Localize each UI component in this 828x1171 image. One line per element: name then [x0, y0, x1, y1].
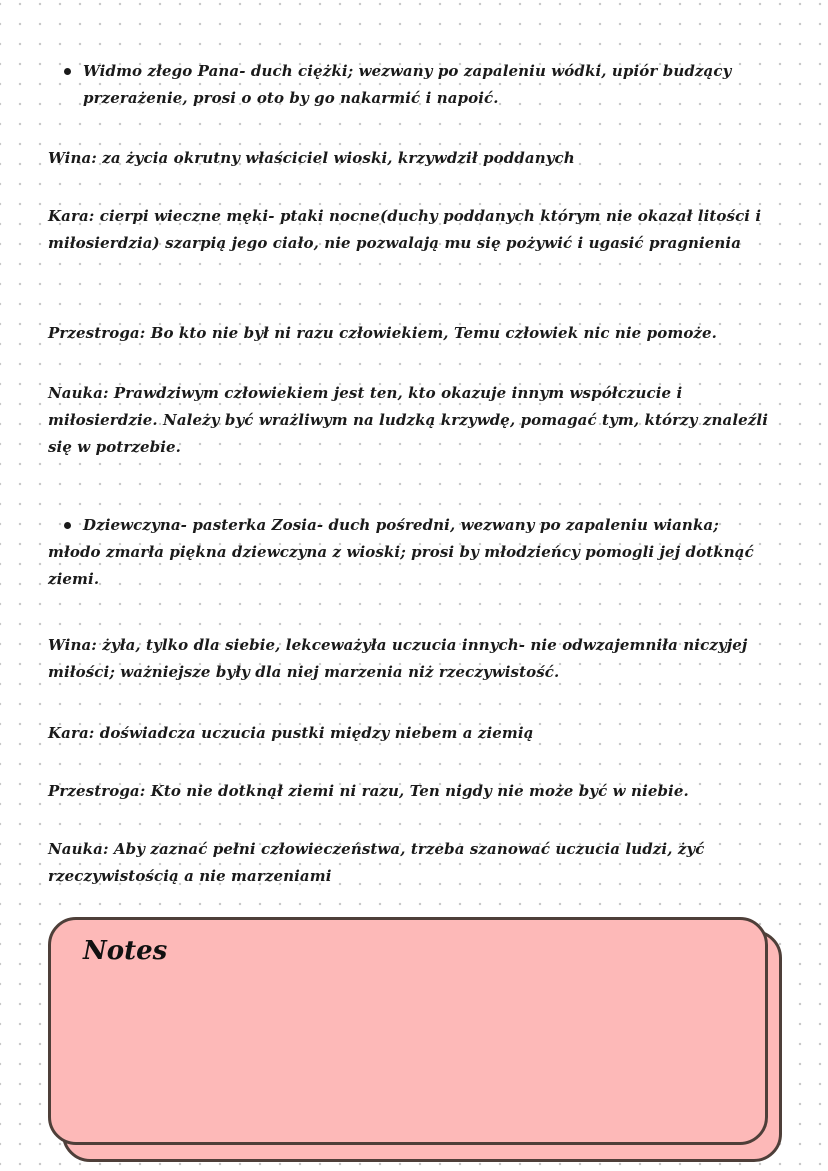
kara-2: Kara: doświadcza uczucia pustki między niebem a ziemią: [48, 724, 534, 742]
nauka-1: Nauka: Prawdziwym człowiekiem jest ten, kto okazuje innym współczucie i miłosierdzie. Należy być wrażliwym na ludzką krzywdę, pomagać tym, którzy znaleźli się w potrzebie.: [48, 384, 768, 456]
wina-1: Wina: za życia okrutny właściciel wioski, krzywdził poddanych: [48, 149, 575, 167]
bullet-icon: [64, 522, 71, 529]
bullet-icon: [64, 68, 71, 75]
bullet-text-rest: młodo zmarła piękna dziewczyna z wioski; prosi by młodzieńcy pomogli jej dotknąć ziemi.: [48, 543, 754, 588]
przestroga-2: Przestroga: Kto nie dotknął ziemi ni razu, Ten nigdy nie może być w niebie.: [48, 782, 689, 800]
nauka-2: Nauka: Aby zaznać pełni człowieczeństwa, trzeba szanować uczucia ludzi, żyć rzeczywistością a nie marzeniami: [48, 840, 705, 885]
bullet-text: Widmo złego Pana- duch ciężki; wezwany po zapaleniu wódki, upiór budzący przerażenie, prosi o oto by go nakarmić i napoić.: [83, 62, 732, 107]
kara-1: Kara: cierpi wieczne męki- ptaki nocne(duchy poddanych którym nie okazał litości i miłosierdzia) szarpią jego ciało, nie pozwalają mu się pożywić i ugasić pragnienia: [48, 207, 762, 252]
notes-title: Notes: [83, 936, 168, 966]
bullet-widmo-zlego-pana: [48, 58, 778, 112]
bullet-dziewczyna-zosia: [48, 512, 778, 593]
notes-box[interactable]: [48, 917, 768, 1145]
wina-2: Wina: żyła, tylko dla siebie, lekceważyła uczucia innych- nie odwzajemniła niczyjej miłości; ważniejsze były dla niej marzenia niż rzeczywistość.: [48, 636, 748, 681]
bullet-text-first: Dziewczyna- pasterka Zosia- duch pośredni, wezwany po zapaleniu wianka;: [83, 516, 719, 534]
przestroga-1: Przestroga: Bo kto nie był ni razu człowiekiem, Temu człowiek nic nie pomoże.: [48, 324, 718, 342]
